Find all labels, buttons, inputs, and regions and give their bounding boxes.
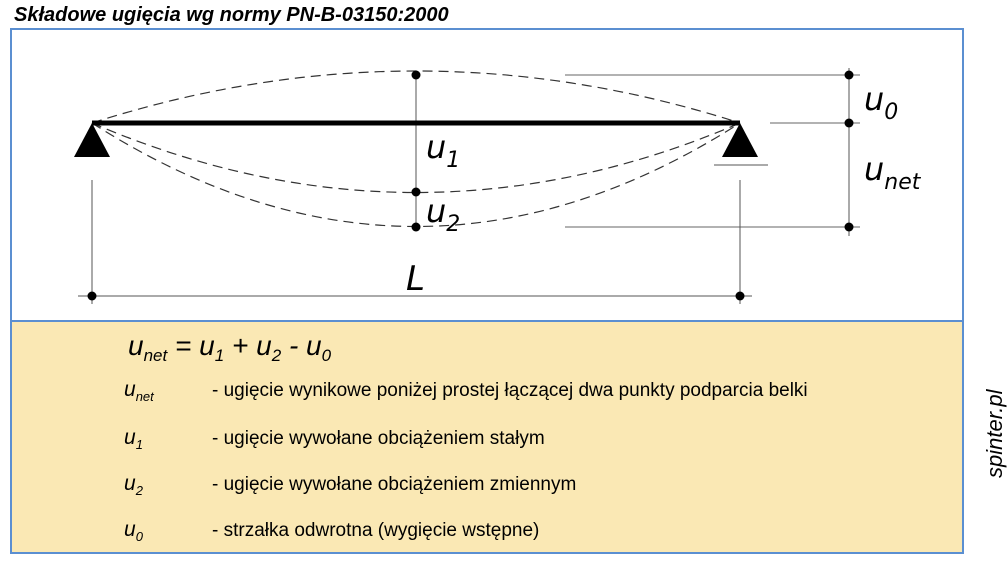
legend-symbol: $u_1$ — [124, 426, 143, 452]
legend-description: - ugięcie wywołane obciążeniem zmiennym — [212, 474, 577, 495]
legend-symbol: $u_0$ — [124, 518, 143, 544]
dim-unet-dot — [845, 223, 854, 232]
u0-label: $u_0$ — [864, 80, 899, 125]
left-support — [74, 123, 110, 157]
legend-symbol: $u_{net}$ — [124, 378, 154, 404]
right-support — [722, 123, 758, 157]
legend-item-unet — [124, 378, 808, 404]
legend-item-u0 — [124, 518, 539, 544]
span-label: L — [406, 259, 425, 299]
u2-dot — [412, 223, 421, 232]
watermark: spinter.pl — [982, 389, 1007, 478]
legend-description: - ugięcie wywołane obciążeniem stałym — [212, 428, 545, 449]
center-top-dot — [412, 71, 421, 80]
dim-u0-top-dot — [845, 71, 854, 80]
dim-beam-dot — [845, 119, 854, 128]
span-right-dot — [736, 292, 745, 301]
legend-item-u1 — [124, 426, 545, 452]
legend-description: - ugięcie wynikowe poniżej prostej łączącej dwa punkty podparcia belki — [212, 380, 808, 401]
deflection-formula: $u_{net} = u_1 + u_2 - u_0$ — [128, 330, 332, 365]
legend-item-u2 — [124, 472, 576, 498]
u1-label: $u_1$ — [426, 128, 461, 173]
legend-symbol: $u_2$ — [124, 472, 143, 498]
diagram-title: Składowe ugięcia wg normy PN-B-03150:2000 — [14, 4, 449, 26]
u1-dot — [412, 188, 421, 197]
span-left-dot — [88, 292, 97, 301]
u2-label: $u_2$ — [426, 192, 461, 237]
unet-label: $u_{net}$ — [864, 150, 921, 195]
legend-description: - strzałka odwrotna (wygięcie wstępne) — [212, 520, 540, 541]
